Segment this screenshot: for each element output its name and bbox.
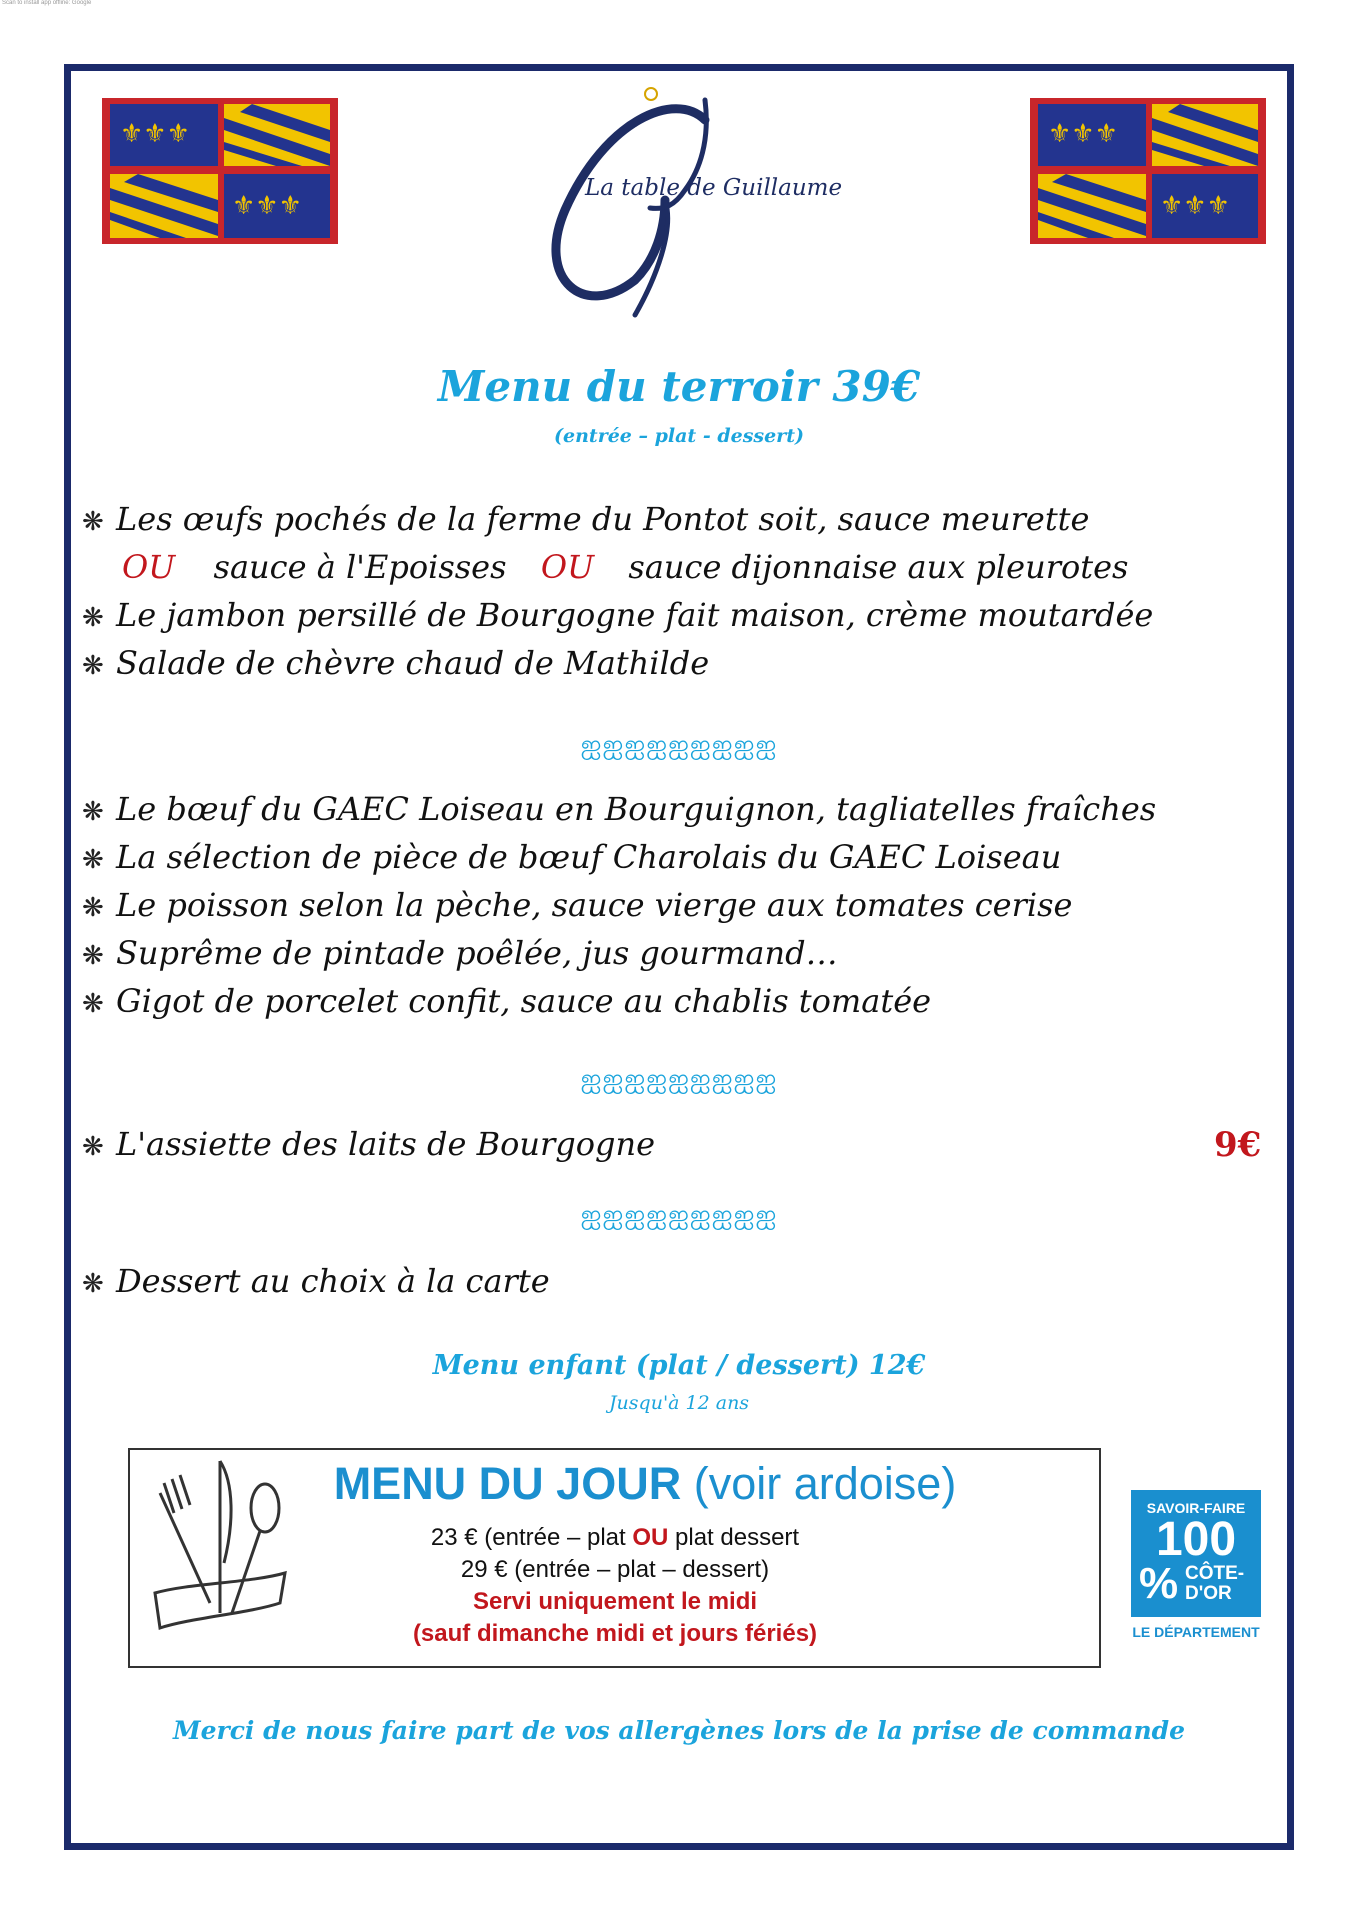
main-item-4 (82, 934, 838, 972)
starter-item-2 (82, 596, 1153, 634)
bullet-icon: ❋ (82, 1269, 104, 1299)
badge-percent: % (1139, 1559, 1179, 1608)
svg-text:⚜⚜⚜: ⚜⚜⚜ (232, 191, 302, 221)
main-4-text: Suprême de pintade poêlée, jus gourmand… (116, 934, 838, 972)
menu-du-jour-line-2: 29 € (entrée – plat – dessert) (460, 1556, 770, 1583)
or-label: OU (122, 548, 176, 586)
bullet-icon: ❋ (82, 845, 104, 875)
menu-du-jour-line-1-end: plat dessert (668, 1524, 800, 1551)
separator-ornament: ஐஐஐஐஐஐஐஐஐ (580, 1200, 778, 1230)
main-5-text: Gigot de porcelet confit, sauce au chablis tomatée (116, 982, 932, 1020)
separator-ornament: ஐஐஐஐஐஐஐஐஐ (580, 1064, 778, 1094)
menu-du-jour-line-1 (130, 1524, 1100, 1552)
burgundy-flag-left (102, 98, 338, 244)
kids-menu-subtitle: Jusqu'à 12 ans (608, 1392, 750, 1414)
dessert-text: Dessert au choix à la carte (116, 1262, 550, 1300)
menu-subtitle: (entrée – plat - dessert) (554, 425, 804, 447)
main-item-2 (82, 838, 1061, 876)
or-label: OU (540, 548, 595, 586)
svg-text:⚜⚜⚜: ⚜⚜⚜ (1048, 119, 1118, 149)
menu-du-jour-line-3: Servi uniquement le midi (472, 1588, 758, 1615)
main-2-text: La sélection de pièce de bœuf Charolais du GAEC Loiseau (116, 838, 1062, 876)
separator-ornament: ஐஐஐஐஐஐஐஐஐ (580, 730, 778, 760)
bullet-icon: ❋ (82, 797, 104, 827)
starter-item-1 (82, 500, 1089, 538)
starter-1-text: Les œufs pochés de la ferme du Pontot soit, sauce meurette (116, 500, 1090, 538)
badge-top-text: SAVOIR-FAIRE (1146, 1500, 1246, 1516)
burgundy-flag-right (1030, 98, 1266, 244)
badge-cote-line-2: D'OR (1185, 1583, 1232, 1604)
cheese-price: 9€ (1214, 1125, 1262, 1165)
cheese-item (82, 1125, 655, 1163)
or-label: OU (632, 1524, 669, 1551)
main-item-5 (82, 982, 931, 1020)
svg-text:⚜⚜⚜: ⚜⚜⚜ (1160, 191, 1230, 221)
menu-du-jour-title-rest: (voir ardoise) (693, 1458, 957, 1509)
main-item-3 (82, 886, 1072, 924)
allergen-note: Merci de nous faire part de vos allergènes lors de la prise de commande (172, 1716, 1186, 1745)
badge-cote-dor (1185, 1564, 1244, 1604)
starter-1-option-3: sauce dijonnaise aux pleurotes (628, 548, 1129, 586)
badge-footer: LE DÉPARTEMENT (1132, 1624, 1260, 1640)
bullet-icon: ❋ (82, 1132, 104, 1162)
main-3-text: Le poisson selon la pèche, sauce vierge aux tomates cerise (116, 886, 1073, 924)
kids-menu-title: Menu enfant (plat / dessert) 12€ (432, 1350, 926, 1381)
menu-du-jour-title (130, 1458, 1160, 1510)
bullet-icon: ❋ (82, 989, 104, 1019)
starter-item-3 (82, 644, 709, 682)
menu-title: Menu du terroir 39€ (437, 362, 921, 411)
badge-cote-line-1: CÔTE- (1185, 1563, 1245, 1584)
svg-text:⚜⚜⚜: ⚜⚜⚜ (120, 119, 190, 149)
menu-du-jour-line-4: (sauf dimanche midi et jours fériés) (412, 1620, 818, 1647)
bullet-icon: ❋ (82, 603, 104, 633)
starter-3-text: Salade de chèvre chaud de Mathilde (116, 644, 710, 682)
starter-2-text: Le jambon persillé de Bourgogne fait maison, crème moutardée (116, 596, 1154, 634)
bullet-icon: ❋ (82, 893, 104, 923)
badge-number: 100 (1155, 1513, 1237, 1566)
menu-du-jour-line-1-start: 23 € (entrée – plat (430, 1524, 633, 1551)
starter-1-option-2: sauce à l'Epoisses (213, 548, 507, 586)
main-1-text: Le bœuf du GAEC Loiseau en Bourguignon, tagliatelles fraîches (116, 790, 1157, 828)
menu-du-jour-title-strong: MENU DU JOUR (333, 1458, 682, 1509)
bullet-icon: ❋ (82, 651, 104, 681)
starter-item-1-options (122, 548, 1128, 586)
bullet-icon: ❋ (82, 507, 104, 537)
header-tiny-text: Scan to install app offline: Google (2, 0, 92, 6)
dessert-item (82, 1262, 550, 1300)
logo-text: La table de Guillaume (585, 175, 843, 201)
savoir-faire-badge (1131, 1490, 1261, 1617)
main-item-1 (82, 790, 1156, 828)
cheese-text: L'assiette des laits de Bourgogne (116, 1125, 656, 1163)
bullet-icon: ❋ (82, 941, 104, 971)
